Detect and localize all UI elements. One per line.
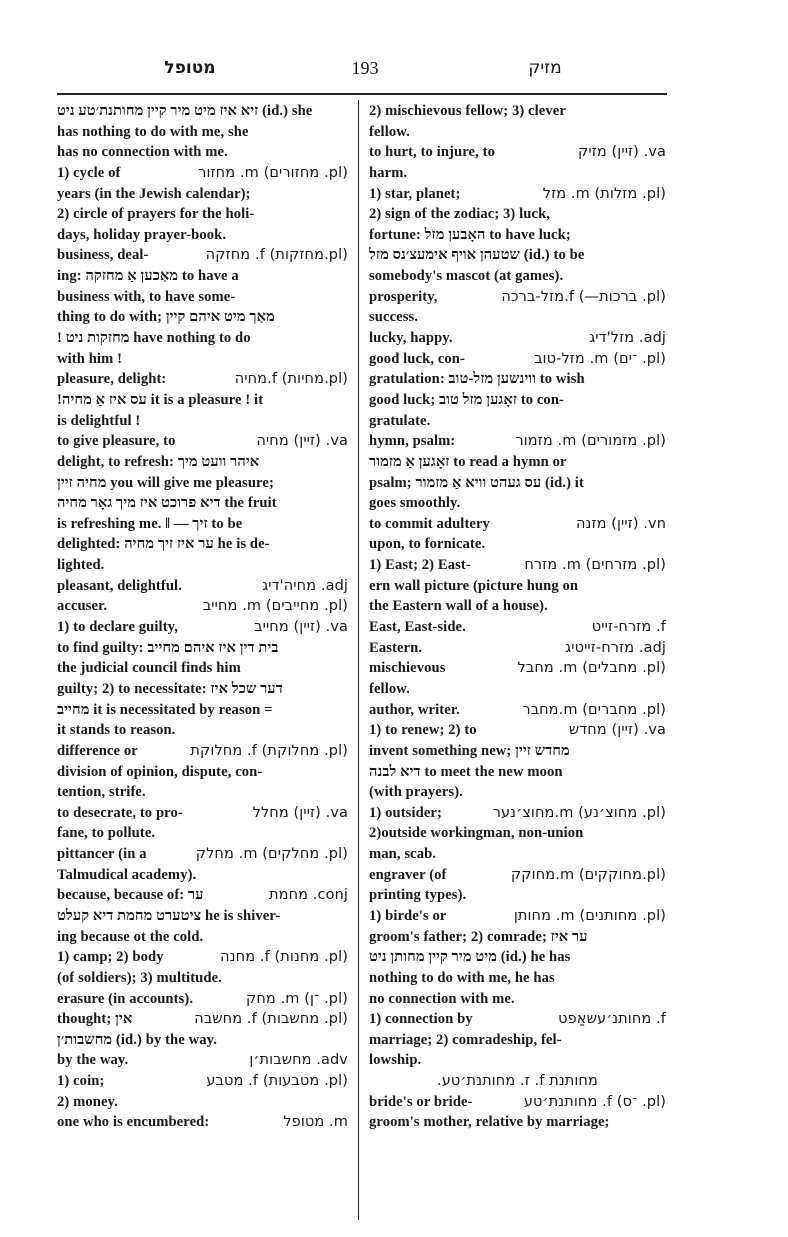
- headword-entry: (pl. מחברים) m.מחבר: [522, 701, 666, 718]
- headword-entry: (pl. מחזורים) m. מחזור: [198, 164, 348, 181]
- dictionary-line: [369, 1009, 666, 1030]
- line-text: 1) outsider;: [369, 804, 442, 821]
- line-text: fane, to pollute.: [57, 825, 156, 842]
- line-text: to desecrate, to pro-: [57, 804, 183, 821]
- headword-entry: (pl. מחלוקת) f. מחלוקת: [190, 742, 348, 759]
- dictionary-line: [57, 1030, 348, 1051]
- headword-entry: va. (זיין) מחיה: [256, 433, 348, 450]
- dictionary-line: [369, 741, 666, 762]
- dictionary-line: [369, 638, 666, 659]
- dictionary-line: [369, 1030, 666, 1051]
- dictionary-line: [369, 184, 666, 205]
- line-text: because, because of: ער: [57, 887, 204, 904]
- line-text: (with prayers).: [369, 784, 463, 801]
- dictionary-line: [57, 204, 348, 225]
- line-text: מחייב it is necessitated by reason =: [57, 701, 273, 718]
- line-text: gratulate.: [369, 412, 431, 429]
- line-text: !עס איז אַ מחיה it is a pleasure ! it: [57, 391, 264, 408]
- line-text: author, writer.: [369, 701, 460, 718]
- dictionary-line: [369, 390, 666, 411]
- dictionary-line: [57, 266, 348, 287]
- dictionary-line: [369, 245, 666, 266]
- headword-entry: adj. מזל'דיג: [589, 330, 666, 347]
- line-text: 2)outside workingman, non-union: [369, 825, 584, 842]
- headword-entry: (pl. מחותנים) m. מחותן: [513, 907, 666, 924]
- dictionary-line: [57, 762, 348, 783]
- dictionary-line: [369, 1071, 666, 1092]
- line-text: days, holiday prayer-book.: [57, 226, 227, 243]
- dictionary-line: [57, 1112, 348, 1133]
- headword-entry: m. מטופל: [283, 1114, 348, 1131]
- headword-entry: (pl. ־ס) f. מחותנת׳טע: [523, 1093, 666, 1110]
- line-text: it stands to reason.: [57, 722, 176, 739]
- dictionary-line: [369, 555, 666, 576]
- headword-entry: vn. (זיין) מזנה: [575, 515, 666, 532]
- dictionary-line: [369, 885, 666, 906]
- line-text: 2) circle of prayers for the holi-: [57, 206, 255, 223]
- line-text: ing: מאַכען אַ מחזקה to have a: [57, 268, 239, 285]
- dictionary-line: [369, 473, 666, 494]
- headword-entry: (pl. מזלות) m. מזל: [542, 185, 666, 202]
- line-text: 2) money.: [57, 1093, 118, 1110]
- dictionary-line: [369, 122, 666, 143]
- line-text: tention, strife.: [57, 784, 146, 801]
- line-text: has nothing to do with me, she: [57, 123, 249, 140]
- line-text: דיא פרוכט איז מיך גאָר מחיה the fruit: [57, 495, 277, 512]
- headword-entry: f. מזרח-זייט: [591, 619, 666, 636]
- line-text: good luck, con-: [369, 350, 465, 367]
- line-text: years (in the Jewish calendar);: [57, 185, 251, 202]
- dictionary-line: [57, 947, 348, 968]
- line-text: ! מחזקות ניט have nothing to do: [57, 330, 251, 347]
- dictionary-line: [369, 576, 666, 597]
- headword-entry: (pl.מחיות) f.מחיה: [234, 371, 348, 388]
- line-text: 2) mischievous fellow; 3) clever: [369, 103, 566, 119]
- headword-entry: (pl.מחוקקים) m.מחוקק: [510, 866, 666, 883]
- line-text: is delightful !: [57, 412, 141, 429]
- line-text: erasure (in accounts).: [57, 990, 194, 1007]
- dictionary-line: [369, 700, 666, 721]
- line-text: pleasant, delightful.: [57, 577, 182, 594]
- line-text: engraver (of: [369, 866, 447, 883]
- header-rule: [57, 93, 667, 95]
- line-text: 1) to declare guilty,: [57, 619, 178, 636]
- line-text: business, deal-: [57, 247, 149, 264]
- line-text: goes smoothly.: [369, 495, 461, 512]
- right-column: [369, 101, 666, 1133]
- line-text: prosperity,: [369, 288, 438, 305]
- headword-entry: va. (זיין) מזיק: [578, 144, 666, 161]
- dictionary-line: [57, 617, 348, 638]
- dictionary-line: [57, 720, 348, 741]
- dictionary-line: [57, 163, 348, 184]
- line-text: 1) cycle of: [57, 164, 121, 181]
- line-text: printing types).: [369, 887, 467, 904]
- line-text: 1) to renew; 2) to: [369, 722, 477, 739]
- dictionary-line: [57, 1071, 348, 1092]
- line-text: with him !: [57, 350, 123, 367]
- line-text: gratulation: ווינשען מזל-טוב to wish: [369, 371, 585, 388]
- line-text: East, East-side.: [369, 619, 466, 636]
- dictionary-line: [57, 576, 348, 597]
- dictionary-line: [369, 596, 666, 617]
- line-text: ציטערט מחמת דיא קעלט he is shiver-: [57, 907, 281, 924]
- dictionary-line: [57, 287, 348, 308]
- dictionary-line: [369, 163, 666, 184]
- dictionary-line: [57, 1092, 348, 1113]
- dictionary-line: [369, 452, 666, 473]
- dictionary-line: [57, 473, 348, 494]
- headword-entry: (pl.מחזקות) f. מחזקה: [205, 247, 348, 264]
- headword-entry: adv. מחשבות׳ן: [249, 1052, 348, 1069]
- dictionary-line: [57, 803, 348, 824]
- dictionary-line: [369, 658, 666, 679]
- dictionary-line: [369, 927, 666, 948]
- line-text: pleasure, delight:: [57, 371, 167, 388]
- line-text: ern wall picture (picture hung on: [369, 577, 579, 594]
- line-text: business with, to have some-: [57, 288, 236, 305]
- headword-entry: adj. מחיה'דיג: [262, 577, 348, 594]
- headword-entry: (pl. מזרחים) m. מזרח: [524, 557, 666, 574]
- right-guide-word: מזיק: [528, 58, 562, 78]
- line-text: marriage; 2) comradeship, fel-: [369, 1031, 562, 1048]
- line-text: difference or: [57, 742, 138, 759]
- headword-entry: (pl. מחבלים) m. מחבל: [517, 660, 666, 677]
- line-text: guilty; 2) to necessitate: דער שכל איז: [57, 680, 283, 697]
- line-text: fellow.: [369, 680, 410, 697]
- dictionary-line: [369, 534, 666, 555]
- line-text: fortune: האָבען מזל to have luck;: [369, 226, 571, 243]
- line-text: one who is encumbered:: [57, 1114, 210, 1131]
- line-text: to find guilty: בית דין איז איהם מחייב: [57, 639, 279, 656]
- dictionary-line: [57, 184, 348, 205]
- line-text: lighted.: [57, 557, 105, 574]
- dictionary-line: [369, 101, 666, 122]
- line-text: to give pleasure, to: [57, 433, 176, 450]
- headword-entry: va. (זיין) מחלל: [252, 804, 348, 821]
- headword-entry: (pl. מחנות) f. מחנה: [220, 949, 348, 966]
- dictionary-line: [369, 803, 666, 824]
- line-text: hymn, psalm:: [369, 433, 456, 450]
- line-text: 1) camp; 2) body: [57, 949, 164, 966]
- dictionary-line: [57, 514, 348, 535]
- left-column: [57, 101, 348, 1133]
- line-text: lowship.: [369, 1052, 422, 1069]
- dictionary-line: [57, 245, 348, 266]
- line-text: by the way.: [57, 1052, 129, 1069]
- dictionary-line: [369, 782, 666, 803]
- headword-entry: מחותנת f. ז. מחותנת׳טע.: [437, 1073, 598, 1090]
- dictionary-line: [369, 720, 666, 741]
- dictionary-line: [57, 1009, 348, 1030]
- dictionary-line: [57, 782, 348, 803]
- line-text: has no connection with me.: [57, 144, 228, 161]
- dictionary-line: [57, 885, 348, 906]
- dictionary-line: [57, 741, 348, 762]
- dictionary-line: [369, 679, 666, 700]
- left-guide-word: מטופל: [164, 58, 216, 78]
- dictionary-line: [57, 679, 348, 700]
- dictionary-line: [57, 122, 348, 143]
- headword-entry: (pl. מחוצ׳נע) m.מחוצ׳נער: [492, 804, 666, 821]
- dictionary-line: [369, 1050, 666, 1071]
- line-text: accuser.: [57, 598, 108, 615]
- dictionary-line: [57, 431, 348, 452]
- line-text: division of opinion, dispute, con-: [57, 763, 263, 780]
- headword-entry: adj. מזרח-זייטיג: [565, 639, 666, 656]
- headword-entry: (pl. מטבעות) f. מטבע: [206, 1073, 348, 1090]
- headword-entry: (pl. ־ים) m. מזל-טוב: [534, 350, 666, 367]
- line-text: lucky, happy.: [369, 330, 453, 347]
- line-text: success.: [369, 309, 419, 326]
- dictionary-line: [57, 638, 348, 659]
- line-text: good luck; זאָגען מזל טוב to con-: [369, 391, 565, 408]
- line-text: Eastern.: [369, 639, 423, 656]
- line-text: to hurt, to injure, to: [369, 144, 495, 161]
- dictionary-line: [57, 823, 348, 844]
- line-text: זיא איז מיט מיר קיין מחותנת׳טע ניט (id.) she: [57, 103, 313, 119]
- line-text: (of soldiers); 3) multitude.: [57, 969, 222, 986]
- headword-entry: va. (זיין) מחדש: [568, 722, 666, 739]
- dictionary-line: [57, 390, 348, 411]
- line-text: no connection with me.: [369, 990, 515, 1007]
- line-text: mischievous: [369, 660, 446, 677]
- dictionary-line: [369, 225, 666, 246]
- dictionary-line: [369, 328, 666, 349]
- dictionary-line: [369, 617, 666, 638]
- dictionary-line: [57, 989, 348, 1010]
- dictionary-line: [369, 266, 666, 287]
- line-text: שטעהן אויף אימעצ׳נס מזל (id.) to be: [369, 247, 585, 264]
- line-text: זאָגען אַ מזמור to read a hymn or: [369, 453, 567, 470]
- page-number: 193: [351, 58, 379, 78]
- dictionary-line: [57, 328, 348, 349]
- dictionary-line: [369, 1112, 666, 1133]
- headword-entry: va. (זיין) מחייב: [254, 619, 348, 636]
- dictionary-line: [57, 411, 348, 432]
- line-text: 1) birde's or: [369, 907, 447, 924]
- line-text: groom's father; 2) comrade; ער איז: [369, 928, 588, 945]
- headword-entry: conj. מחמת: [269, 887, 348, 904]
- dictionary-line: [369, 493, 666, 514]
- dictionary-line: [57, 534, 348, 555]
- dictionary-line: [57, 369, 348, 390]
- line-text: 1) coin;: [57, 1073, 105, 1090]
- headword-entry: (pl. מחלקים) m. מחלק: [195, 846, 348, 863]
- dictionary-line: [57, 865, 348, 886]
- line-text: 2) sign of the zodiac; 3) luck,: [369, 206, 551, 223]
- line-text: groom's mother, relative by marriage;: [369, 1114, 610, 1131]
- dictionary-line: [369, 142, 666, 163]
- line-text: man, scab.: [369, 846, 437, 863]
- headword-entry: f. מחותנ׳עשאַפט: [558, 1011, 666, 1028]
- dictionary-line: [369, 762, 666, 783]
- line-text: pittancer (in a: [57, 846, 147, 863]
- dictionary-line: [57, 225, 348, 246]
- line-text: the judicial council finds him: [57, 660, 241, 677]
- dictionary-line: [57, 596, 348, 617]
- dictionary-line: [57, 906, 348, 927]
- line-text: to commit adultery: [369, 515, 490, 532]
- line-text: delighted: ער איז זיך מחיה he is de-: [57, 536, 270, 553]
- dictionary-line: [57, 555, 348, 576]
- dictionary-line: [57, 493, 348, 514]
- headword-entry: (pl. מחייבים) m. מחייב: [202, 598, 348, 615]
- dictionary-line: [57, 101, 348, 122]
- dictionary-line: [57, 658, 348, 679]
- dictionary-line: [369, 823, 666, 844]
- line-text: psalm; עס געהט וויא אַ מזמור (id.) it: [369, 474, 584, 491]
- dictionary-line: [369, 947, 666, 968]
- dictionary-line: [369, 287, 666, 308]
- headword-entry: (pl. מחשבות) f. מחשבה: [194, 1011, 348, 1028]
- dictionary-line: [57, 700, 348, 721]
- dictionary-line: [369, 307, 666, 328]
- line-text: thing to do with; מאַך מיט איהם קיין: [57, 309, 275, 326]
- dictionary-line: [369, 369, 666, 390]
- line-text: ing because ot the cold.: [57, 928, 204, 945]
- line-text: thought; אין: [57, 1011, 133, 1028]
- line-text: delight, to refresh: איהר וועט מיך: [57, 453, 260, 470]
- dictionary-line: [57, 968, 348, 989]
- dictionary-line: [57, 844, 348, 865]
- dictionary-line: [369, 514, 666, 535]
- dictionary-line: [369, 906, 666, 927]
- line-text: somebody's mascot (at games).: [369, 268, 564, 285]
- dictionary-line: [369, 968, 666, 989]
- line-text: nothing to do with me, he has: [369, 969, 555, 986]
- dictionary-line: [57, 142, 348, 163]
- dictionary-line: [57, 1050, 348, 1071]
- headword-entry: (pl. ברכות—) f.מזל-ברכה: [501, 288, 666, 305]
- line-text: 1) East; 2) East-: [369, 557, 471, 574]
- line-text: Talmudical academy).: [57, 866, 197, 883]
- dictionary-line: [369, 844, 666, 865]
- dictionary-line: [369, 411, 666, 432]
- line-text: is refreshing me. ‖ — זיך to be: [57, 515, 243, 532]
- line-text: bride's or bride-: [369, 1093, 473, 1110]
- line-text: מחשבות׳ן (id.) by the way.: [57, 1031, 217, 1048]
- line-text: harm.: [369, 164, 408, 181]
- line-text: מחיה זיין you will give me pleasure;: [57, 474, 274, 491]
- column-divider: [358, 100, 359, 1220]
- dictionary-line: [369, 1092, 666, 1113]
- dictionary-line: [369, 989, 666, 1010]
- dictionary-line: [57, 307, 348, 328]
- line-text: fellow.: [369, 123, 410, 140]
- dictionary-line: [369, 349, 666, 370]
- dictionary-line: [369, 431, 666, 452]
- dictionary-line: [369, 204, 666, 225]
- dictionary-line: [57, 349, 348, 370]
- line-text: the Eastern wall of a house).: [369, 598, 548, 615]
- line-text: invent something new; מחדש זיין: [369, 742, 570, 759]
- line-text: מיט מיר קיין מחותן ניט (id.) he has: [369, 949, 571, 966]
- headword-entry: (pl. ־ן) m. מחק: [245, 990, 348, 1007]
- line-text: דיא לבנה to meet the new moon: [369, 763, 563, 780]
- line-text: upon, to fornicate.: [369, 536, 486, 553]
- dictionary-line: [369, 865, 666, 886]
- line-text: 1) star, planet;: [369, 185, 461, 202]
- line-text: 1) connection by: [369, 1011, 473, 1028]
- dictionary-line: [57, 927, 348, 948]
- headword-entry: (pl. מזמורים) m. מזמור: [515, 433, 666, 450]
- dictionary-line: [57, 452, 348, 473]
